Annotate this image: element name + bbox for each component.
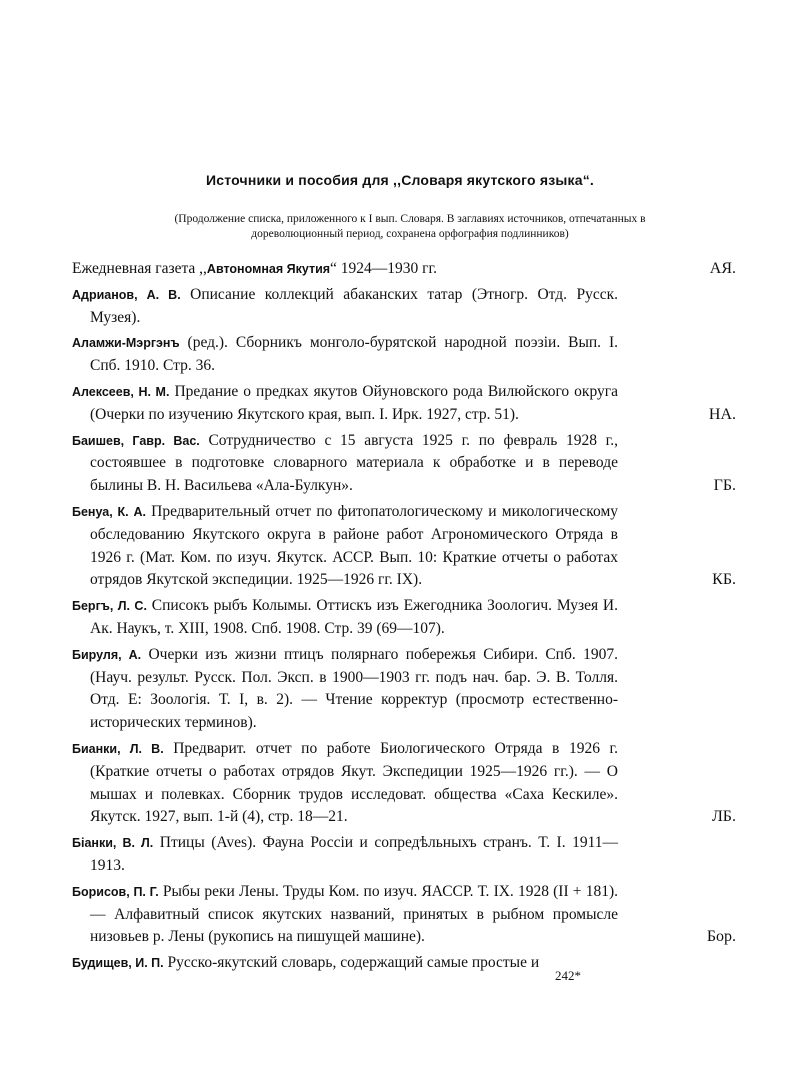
entry-text: Списокъ рыбъ Колымы. Оттискъ изъ Ежегодника Зоологич. Музея И. Ак. Наукъ, т. XIII, 1908. Спб. 1908. Стр. 39 (69—107).	[90, 597, 619, 637]
entry-abbreviation: Бор.	[706, 928, 736, 946]
entry-author: Бианки, Л. В.	[72, 741, 164, 756]
page-number: 242*	[555, 968, 581, 983]
entry-prefix: Ежедневная газета ,,	[72, 260, 207, 277]
entry-author: Адрианов, А. В.	[72, 287, 181, 302]
entry-text: Предварит. отчет по работе Биологического Отряда в 1926 г. (Краткие отчеты о работах отрядов Якут. Экспедиции 1925—1926 гг.). — О мышах и полевках. Сборник трудов исследоват. общества «Саха Кескиле». Якутск. 1927, вып. 1-й (4), стр. 18—21.	[90, 739, 618, 826]
bibliography-entry	[72, 258, 736, 281]
bibliography-entry	[72, 430, 736, 498]
entry-text: Предварительный отчет по фитопатологическому и микологическому обследованию Якутского округа в районе работ Агрономического Отряда в 1926 г. (Мат. Ком. по изуч. Якутск. АССР. Вып. 10: Краткие отчеты о работах отрядов Якутской экспедиции. 1925—1926 гг. IX).	[90, 502, 618, 589]
entry-author: Аламжи-Мэргэнъ	[72, 336, 180, 351]
entry-abbreviation: ЛБ.	[711, 808, 736, 826]
entry-text: Сотрудничество с 15 августа 1925 г. по февраль 1928 г., состоявшее в подготовке словарного материала к обработке и в переводе былины В. Н. Васильева «Ала-Булкун».	[90, 431, 618, 495]
bibliography-entry	[72, 881, 736, 949]
entry-text: Птицы (Aves). Фауна Россiи и сопредѣльныхъ странъ. Т. I. 1911—1913.	[90, 834, 618, 874]
entry-abbreviation: НА.	[708, 405, 736, 423]
entry-author: Будищев, И. П.	[72, 956, 164, 971]
entry-text: Очерки изъ жизни птицъ полярнаго побережья Сибири. Спб. 1907. (Науч. результ. Русск. Пол. Эксп. в 1900—1903 гг. подъ нач. бар. Э. В. Толля. Отд. Е: Зоологiя. Т. I, в. 2). — Чтение корректур (просмотр естественно-исторических терминов).	[90, 645, 618, 732]
bibliography-entry	[72, 284, 736, 330]
bibliography-entry	[72, 952, 736, 975]
entry-text: “ 1924—1930 гг.	[330, 260, 438, 277]
entry-author: Бергъ, Л. С.	[72, 599, 147, 614]
page-title: Источники и пособия для ,,Словаря якутского языка“.	[205, 172, 595, 188]
bibliography-entry	[72, 381, 736, 427]
entry-text: Рыбы реки Лены. Труды Ком. по изуч. ЯАССР. Т. IX. 1928 (II + 181). — Алфавитный список якутских названий, принятых в рыбном промысле низовьев р. Лены (рукопись на пишущей машине).	[90, 882, 618, 946]
entry-text: Русско-якутский словарь, содержащий самые простые и	[163, 954, 540, 972]
bibliography-entry	[72, 332, 736, 378]
entry-author: Бенуа, К. А.	[72, 504, 146, 519]
entry-text: Предание о предках якутов Ойуновского рода Вилюйского округа (Очерки по изучению Якутского края, вып. I. Ирк. 1927, стр. 51).	[90, 382, 618, 423]
entry-author: Бiанки, В. Л.	[72, 836, 154, 851]
entry-author: Борисов, П. Г.	[72, 884, 159, 899]
bibliography-entry	[72, 738, 736, 829]
bibliography-entry	[72, 644, 736, 735]
entry-text: (ред.). Сборникъ монголо-бурятской народной поэзiи. Вып. I. Спб. 1910. Стр. 36.	[90, 334, 618, 375]
entry-abbreviation: КБ.	[712, 571, 736, 589]
entry-abbreviation: АЯ.	[709, 260, 736, 277]
bibliography-entry	[72, 501, 736, 592]
bibliography-list	[72, 258, 736, 978]
entry-author: Баишев, Гавр. Вас.	[72, 433, 200, 448]
entry-author: Алексеев, Н. М.	[72, 384, 170, 399]
entry-text: Описание коллекций абаканских татар (Этногр. Отд. Русск. Музея).	[90, 285, 618, 326]
bibliography-entry	[72, 832, 736, 878]
entry-abbreviation: ГБ.	[713, 477, 736, 495]
bibliography-entry	[72, 595, 736, 641]
page-subtitle: (Продолжение списка, приложенного к I вып. Словаря. В заглавиях источников, отпечатанных в дореволюционный период, сохранена орфография подлинников)	[174, 213, 646, 240]
entry-author: Бируля, А.	[72, 647, 142, 662]
entry-author: Автономная Якутия	[206, 262, 331, 276]
